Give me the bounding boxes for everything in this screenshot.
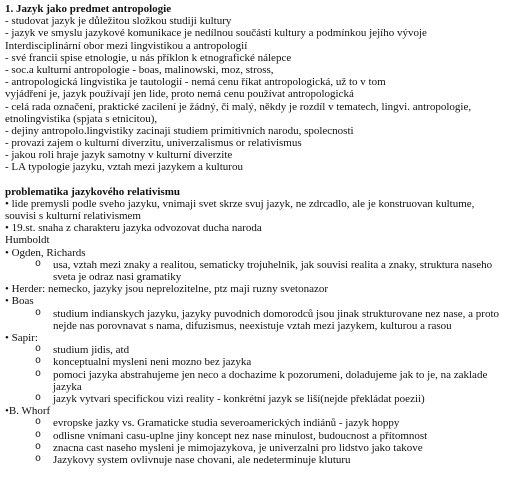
text-line: - studovat jazyk je důležitou složkou studiji kultury — [5, 15, 232, 28]
text-line: - jakou roli hraje jazyk samotny v kulturní diverzite — [5, 149, 233, 162]
text-line: - provazi zajem o kulturní diverzitu, univerzalismus or relativismus — [5, 137, 302, 150]
sub-bullet-item — [5, 454, 505, 466]
sub-bullet-text: evropske jazky vs. Gramaticke studia severoamerických indiánů - jazyk hoppy — [53, 417, 400, 430]
sub-bullet-item — [5, 417, 505, 429]
bullet-circle-icon: o — [35, 307, 42, 319]
sub-bullet-item — [5, 308, 505, 332]
sub-bullet-text: konceptualni mysleni neni mozno bez jazyka — [53, 356, 252, 369]
text-line: - jazyk ve smyslu jazykové komunikace je nedílnou součásti kultury a podmínkou jejího vývoje — [5, 27, 427, 40]
text-line: vyjádření je, jazyk používají jen lide, proto nemá cenu používat antropologická — [5, 88, 354, 101]
section-heading-antropologie: 1. Jazyk jako predmet antropologie — [5, 3, 172, 15]
sub-bullet-item — [5, 344, 505, 356]
document-body — [5, 3, 505, 466]
bullet-circle-icon: o — [35, 454, 42, 465]
bullet-circle-icon: o — [35, 417, 42, 429]
bullet-circle-icon: o — [35, 344, 42, 356]
text-line: - celá rada označení, praktické zacilení je žádný, či malý, někdy je rozdíl v tematech, lingvi. antropologie, etnolingvistika (spjata s etnicitou), — [5, 100, 472, 125]
bullet-circle-icon: o — [35, 441, 42, 453]
section-spacer — [5, 174, 505, 186]
sub-bullet-item — [5, 393, 505, 405]
sub-bullet-item — [5, 369, 505, 393]
section-heading-relativismus: problematika jazykového relativismu — [5, 185, 180, 198]
text-line: Humboldt — [5, 234, 50, 247]
bullet-circle-icon: o — [35, 258, 42, 270]
bullet-circle-icon: o — [35, 368, 42, 380]
sub-bullet-item — [5, 430, 505, 442]
text-line: - antropologická lingvistika je tautologií - nemá cenu říkat antropologická, už to v tom — [5, 76, 386, 89]
sub-bullet-text: studium indianskych jazyku, jazyky puvodnich domorodců jsou jinak strukturovane nez nase, a proto nejde nas porovnavat s nama, difuzismus, neexistuje vztah mezi jazykem, kulturou a rasou — [53, 307, 500, 332]
text-line: - své francii spise etnologie, u nás příklon k etnografické nálepce — [5, 51, 292, 64]
sub-bullet-item — [5, 259, 505, 283]
text-line: • lide premysli podle sveho jazyku, vnimaji svet skrze svuj jazyk, ne zdrcadlo, ale je konstruovan kultume, souvisi s kulturní relativismem — [5, 197, 475, 223]
sub-bullet-item — [5, 442, 505, 454]
text-line: - dejiny antropolo.lingvistiky zacinaji studiem primitivních narodu, spolecnosti — [5, 124, 354, 137]
text-line: • 19.st. snaha z charakteru jazyka odvozovat ducha naroda — [5, 222, 262, 235]
sub-bullet-text: jazyk vytvari specifickou vizi reality - konkrétní jazyk se liší(nejde překládat poezii) — [53, 393, 425, 405]
sub-bullet-text: znacna cast naseho mysleni je mimojazykova, je univerzalni pro lidstvo jako takove — [53, 441, 423, 454]
bullet-circle-icon: o — [35, 429, 42, 441]
sub-bullet-text: Jazykovy system ovlivnuje nase chovani, ale nedeterminuje kluturu — [53, 454, 351, 466]
bullet-herder: • Herder: nemecko, jazyky jsou neprelozitelne, ptz maji ruzny svetonazor — [5, 283, 329, 296]
bullet-sapir: • Sapir: — [5, 332, 38, 344]
text-line: - soc.a kulturní antropologie - boas, malinowski, moz, stross, — [5, 63, 274, 76]
sub-bullet-text: pomoci jazyka abstrahujeme jen neco a dochazime k pozorumeni, doladujeme jak to je, na zaklade jazyka — [53, 368, 488, 393]
text-line: Interdisciplinární obor mezi lingvistikou a antropologií — [5, 39, 248, 52]
sub-bullet-text: studium jidis, atd — [53, 344, 130, 357]
bullet-circle-icon: o — [35, 393, 42, 404]
sub-bullet-item — [5, 356, 505, 368]
sub-bullet-text: usa, vztah mezi znaky a realitou, sematicky trojuhelnik, jak souvisi realita a znaky, struktura naseho sveta je odraz nasi gramatiky — [53, 258, 493, 284]
bullet-ogden: • Ogden, Richards — [5, 246, 86, 259]
bullet-boas: • Boas — [5, 295, 34, 308]
text-line: - LA typologie jazyku, vztah mezi jazykem a kulturou — [5, 161, 243, 174]
bullet-circle-icon: o — [35, 356, 42, 368]
bullet-whorf: •B. Whorf — [5, 405, 51, 418]
sub-bullet-text: odlisne vnímani casu-uplne jiny koncept nez nase minulost, budoucnost a přítomnost — [53, 429, 428, 442]
